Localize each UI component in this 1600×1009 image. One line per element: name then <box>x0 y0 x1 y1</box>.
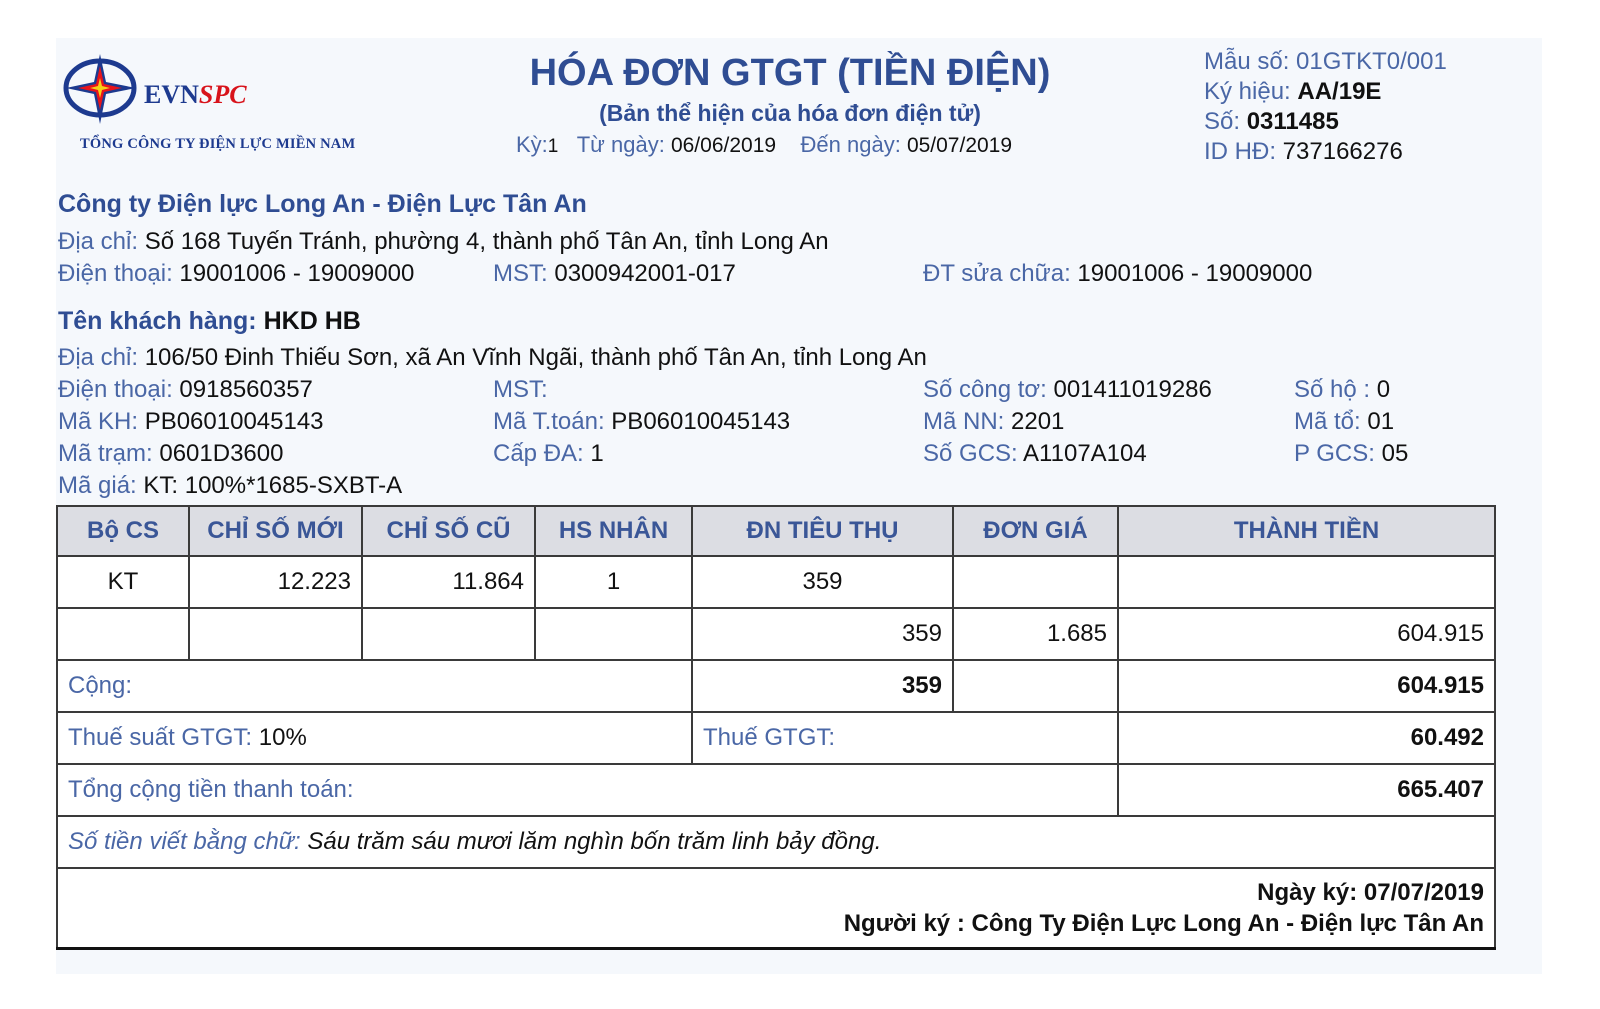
col-header: CHỈ SỐ MỚI <box>189 506 362 556</box>
seller-phone: Điện thoại: 19001006 - 19009000 <box>58 260 415 287</box>
cell-bo-cs: KT <box>57 556 189 608</box>
customer-code: Mã KH: PB06010045143 <box>58 408 324 435</box>
seller-tax-code: MST: 0300942001-017 <box>493 260 736 287</box>
col-header: ĐN TIÊU THỤ <box>692 506 953 556</box>
customer-name: Tên khách hàng: HKD HB <box>58 307 361 335</box>
cell-empty <box>1118 556 1495 608</box>
cell-empty <box>189 608 362 660</box>
industry-code: Mã NN: 2201 <box>923 408 1065 435</box>
brand-name: EVNSPC <box>144 80 247 109</box>
brand-subtitle: TỔNG CÔNG TY ĐIỆN LỰC MIỀN NAM <box>80 136 356 152</box>
p-gcs: P GCS: 05 <box>1294 440 1409 467</box>
invoice-title: HÓA ĐƠN GTGT (TIỀN ĐIỆN) <box>529 52 1051 94</box>
signature-block <box>57 868 1495 949</box>
table-row <box>57 556 1495 608</box>
col-header: THÀNH TIỀN <box>1118 506 1495 556</box>
team-code: Mã tổ: 01 <box>1294 408 1395 435</box>
subtotal-amount: 604.915 <box>1118 660 1495 712</box>
cell-consumption: 359 <box>692 608 953 660</box>
cell-empty <box>57 608 189 660</box>
col-header: HS NHÂN <box>535 506 692 556</box>
table-row <box>57 608 1495 660</box>
customer-phone: Điện thoại: 0918560357 <box>58 376 313 403</box>
invoice-sheet <box>56 38 1542 974</box>
cell-empty <box>953 660 1118 712</box>
subtotal-consumption: 359 <box>692 660 953 712</box>
invoice-id: ID HĐ: 737166276 <box>1204 138 1403 165</box>
meter-number: Số công tơ: 001411019286 <box>923 376 1212 403</box>
cell-unit-price: 1.685 <box>953 608 1118 660</box>
total-amount: 665.407 <box>1118 764 1495 816</box>
customer-address: Địa chỉ: 106/50 Đinh Thiếu Sơn, xã An Vĩnh Ngãi, thành phố Tân An, tỉnh Long An <box>58 344 927 371</box>
table-header-row <box>57 506 1495 556</box>
col-header: CHỈ SỐ CŨ <box>362 506 535 556</box>
subtotal-row <box>57 660 1495 712</box>
vat-amount: 60.492 <box>1118 712 1495 764</box>
cell-empty <box>953 556 1118 608</box>
cell-old-reading: 11.864 <box>362 556 535 608</box>
invoice-subtitle: (Bản thể hiện của hóa đơn điện tử) <box>599 100 981 126</box>
cell-amount: 604.915 <box>1118 608 1495 660</box>
signer: Người ký : Công Ty Điện Lực Long An - Điện lực Tân An <box>843 910 1484 937</box>
col-header: Bộ CS <box>57 506 189 556</box>
serial-symbol: Ký hiệu: AA/19E <box>1204 78 1382 105</box>
customer-tax-code: MST: <box>493 376 548 403</box>
cell-new-reading: 12.223 <box>189 556 362 608</box>
vat-label: Thuế GTGT: <box>692 712 1118 764</box>
subtotal-label: Cộng: <box>57 660 692 712</box>
amount-in-words-row <box>57 816 1495 868</box>
col-header: ĐƠN GIÁ <box>953 506 1118 556</box>
invoice-table <box>56 505 1496 950</box>
cell-multiplier: 1 <box>535 556 692 608</box>
seller-repair-phone: ĐT sửa chữa: 19001006 - 19009000 <box>923 260 1313 287</box>
billing-period: Kỳ:1 Từ ngày: 06/06/2019 Đến ngày: 05/07/2019 <box>516 132 1013 157</box>
total-row <box>57 764 1495 816</box>
vat-row <box>57 712 1495 764</box>
signature-row <box>57 868 1495 949</box>
sign-date: Ngày ký: 07/07/2019 <box>1257 879 1484 906</box>
voltage-level: Cấp ĐA: 1 <box>493 440 604 467</box>
gcs-number: Số GCS: A1107A104 <box>923 440 1147 467</box>
evn-logo <box>62 52 392 152</box>
invoice-number: Số: 0311485 <box>1204 108 1339 135</box>
cell-consumption: 359 <box>692 556 953 608</box>
vat-rate: Thuế suất GTGT: 10% <box>57 712 692 764</box>
cell-empty <box>362 608 535 660</box>
cell-empty <box>535 608 692 660</box>
amount-in-words: Số tiền viết bằng chữ: Sáu trăm sáu mươi lăm nghìn bốn trăm linh bảy đồng. <box>57 816 1495 868</box>
form-number: Mẫu số: 01GTKT0/001 <box>1204 48 1447 75</box>
price-code: Mã giá: KT: 100%*1685-SXBT-A <box>58 472 403 499</box>
household-count: Số hộ : 0 <box>1294 376 1391 403</box>
evn-star-icon <box>62 52 142 130</box>
station-code: Mã trạm: 0601D3600 <box>58 440 284 467</box>
payment-code: Mã T.toán: PB06010045143 <box>493 408 791 435</box>
seller-name: Công ty Điện lực Long An - Điện Lực Tân An <box>58 190 587 218</box>
seller-address: Địa chỉ: Số 168 Tuyến Tránh, phường 4, thành phố Tân An, tỉnh Long An <box>58 228 829 255</box>
total-label: Tổng cộng tiền thanh toán: <box>57 764 1118 816</box>
